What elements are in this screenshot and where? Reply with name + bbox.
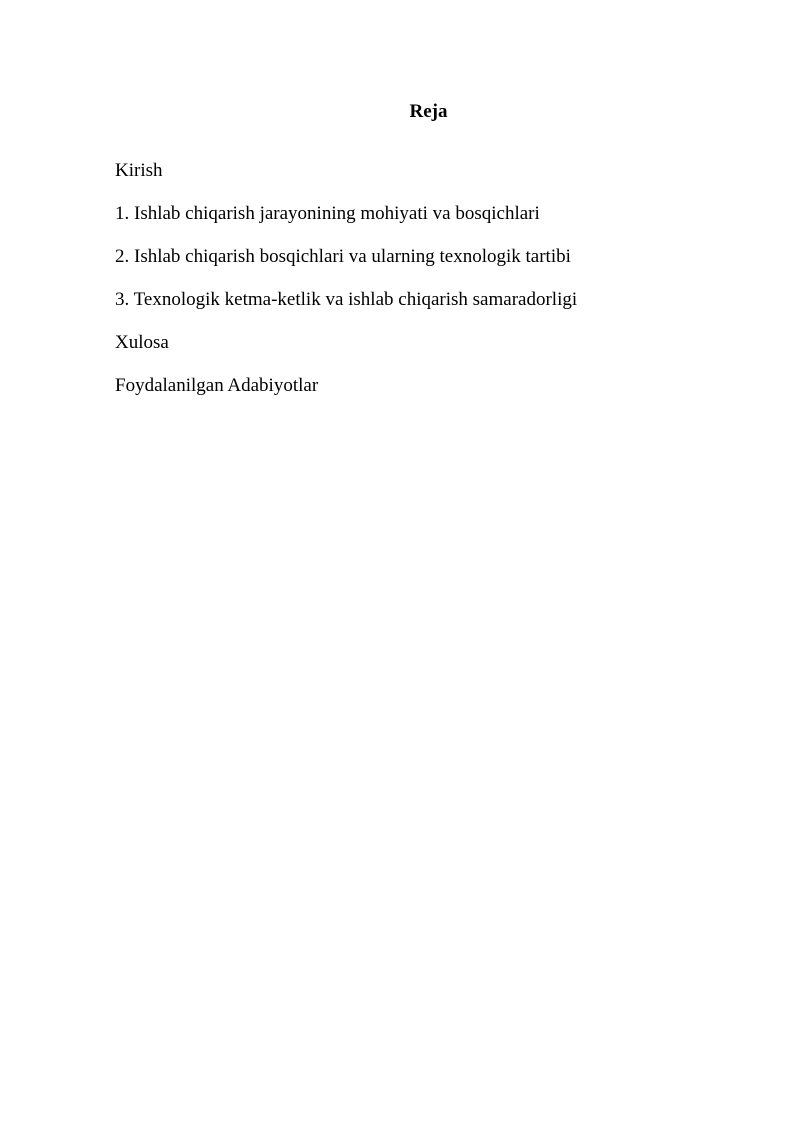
toc-item-chapter-1: 1. Ishlab chiqarish jarayonining mohiyati va bosqichlari (115, 203, 540, 224)
toc-item-references: Foydalanilgan Adabiyotlar (115, 375, 319, 396)
toc-item-conclusion: Xulosa (115, 332, 169, 353)
table-of-contents (115, 160, 577, 418)
page-title: Reja (409, 101, 448, 122)
toc-item-introduction: Kirish (115, 160, 163, 181)
toc-item-chapter-2: 2. Ishlab chiqarish bosqichlari va ularning texnologik tartibi (115, 246, 571, 267)
toc-item-chapter-3: 3. Texnologik ketma-ketlik va ishlab chiqarish samaradorligi (115, 289, 578, 310)
